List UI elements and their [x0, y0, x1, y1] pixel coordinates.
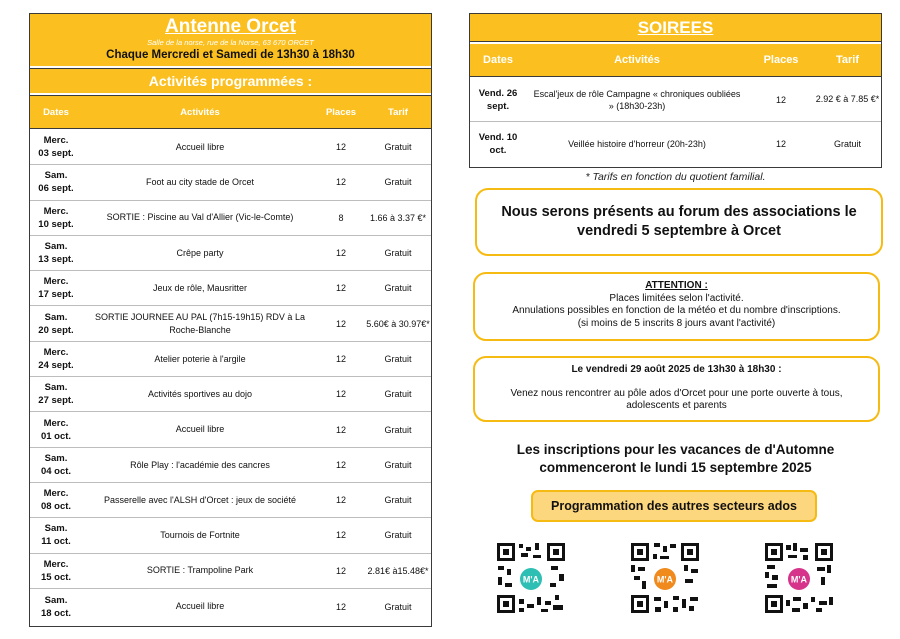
table-row [30, 165, 431, 200]
table-row [30, 483, 431, 518]
col-dates: Dates [483, 54, 513, 66]
row-day: Sam. [44, 382, 68, 394]
col-places: Places [763, 54, 799, 66]
table-row [30, 130, 431, 165]
row-day: Vend. 10 [478, 132, 518, 143]
table-row [30, 554, 431, 589]
row-date [30, 554, 82, 588]
col-dates: Dates [43, 107, 69, 118]
row-tarif: Gratuit [833, 138, 861, 149]
svg-text:M'A: M'A [656, 574, 674, 585]
col-tarif: Tarif [835, 54, 860, 66]
table-row [30, 236, 431, 271]
open-day-title: Le vendredi 29 août 2025 de 13h30 à 18h30 : [571, 364, 782, 375]
row-tarif: Gratuit [384, 283, 412, 294]
row-places: 12 [775, 94, 786, 105]
qr-code-icon [495, 541, 567, 615]
row-date-text: 10 sept. [38, 218, 74, 230]
row-tarif: Gratuit [384, 424, 412, 435]
table-row [470, 78, 881, 122]
row-date-text: 15 oct. [40, 571, 72, 583]
soirees-title: SOIREES [470, 14, 881, 42]
row-date [470, 78, 526, 121]
col-places: Places [325, 107, 357, 118]
row-date [30, 306, 82, 340]
qr-code-icon [629, 541, 701, 615]
row-date-text: 01 oct. [40, 430, 72, 442]
row-tarif: 2.81€ à15.48€* [367, 565, 429, 576]
row-date-text: 18 oct. [40, 607, 72, 619]
antenne-header [30, 14, 431, 66]
table-row [30, 518, 431, 553]
row-date-text: 04 oct. [40, 465, 72, 477]
table-row [30, 201, 431, 236]
activities-column-header [30, 95, 431, 129]
row-date [30, 589, 82, 624]
row-date-text: sept. [486, 100, 510, 112]
row-places: 12 [335, 353, 346, 364]
row-activity: Activités sportives au dojo [147, 388, 253, 399]
svg-text:M'A: M'A [790, 574, 808, 585]
row-places: 12 [335, 530, 346, 541]
table-row [30, 448, 431, 483]
table-row [30, 412, 431, 447]
attention-line: Places limitées selon l'activité. [609, 292, 744, 304]
row-places: 12 [335, 318, 346, 329]
row-tarif: 1.66 à 3.37 €* [369, 212, 427, 223]
row-places: 12 [335, 495, 346, 506]
attention-line: (si moins de 5 inscrits 8 jours avant l'activité) [577, 317, 776, 329]
row-activity: Passerelle avec l'ALSH d'Orcet : jeux de société [103, 494, 297, 505]
tarif-note: * Tarifs en fonction du quotient familial. [585, 171, 766, 183]
row-tarif: Gratuit [384, 495, 412, 506]
antenne-schedule: Chaque Mercredi et Samedi de 13h30 à 18h30 [106, 49, 355, 61]
row-date-text: 13 sept. [38, 254, 74, 266]
row-date [30, 448, 82, 482]
row-day: Merc. [43, 488, 69, 500]
antenne-address: Salle de la norse, rue de la Norse, 63 670 ORCET [147, 38, 314, 47]
qr-code-icon [763, 541, 835, 615]
row-date [30, 165, 82, 199]
col-activites: Activités [614, 54, 660, 66]
row-tarif: Gratuit [384, 389, 412, 400]
row-day: Merc. [43, 417, 69, 429]
row-activity: Crêpe party [176, 247, 224, 258]
table-row [30, 306, 431, 341]
row-day: Sam. [44, 241, 68, 253]
qr-code[interactable] [763, 541, 835, 615]
row-tarif: Gratuit [384, 142, 412, 153]
attention-callout [473, 272, 880, 341]
row-places: 12 [335, 177, 346, 188]
attention-line: Annulations possibles en fonction de la météo et du nombre d'inscriptions. [512, 305, 841, 316]
row-places: 12 [775, 139, 786, 149]
col-tarif: Tarif [388, 107, 408, 118]
row-tarif: Gratuit [384, 530, 412, 541]
soirees-panel [469, 13, 882, 168]
svg-text:M'A: M'A [522, 574, 540, 585]
forum-text: Nous serons présents au forum des associations le vendredi 5 septembre à Orcet [501, 204, 857, 239]
soirees-column-header [470, 44, 881, 77]
open-day-callout [473, 356, 880, 422]
row-date-text: 24 sept. [38, 359, 74, 371]
row-day: Merc. [43, 205, 69, 217]
row-day: Vend. 26 [478, 87, 518, 99]
row-activity: SORTIE : Trampoline Park [146, 565, 254, 576]
row-day: Merc. [43, 135, 69, 147]
row-day: Sam. [44, 311, 68, 323]
row-day: Sam. [44, 523, 68, 535]
row-date [30, 518, 82, 552]
row-day: Merc. [43, 558, 69, 570]
row-places: 12 [335, 283, 346, 294]
table-row [30, 342, 431, 377]
row-places: 12 [335, 565, 346, 576]
row-places: 12 [335, 389, 346, 400]
col-activites: Activités [180, 107, 220, 118]
activities-subtitle: Activités programmées : [30, 68, 431, 93]
antenne-panel [29, 13, 432, 627]
row-tarif: Gratuit [384, 353, 412, 364]
row-date [30, 412, 82, 446]
row-date-text: 20 sept. [38, 324, 74, 336]
row-date-text: 17 sept. [38, 289, 74, 301]
attention-title: ATTENTION : [645, 280, 708, 291]
row-activity: Accueil libre [175, 601, 225, 612]
row-date [30, 342, 82, 376]
row-date-text: 06 sept. [38, 183, 74, 195]
row-date-text: 11 oct. [41, 536, 71, 548]
row-date [470, 122, 526, 166]
row-activity: SORTIE : Piscine au Val d'Allier (Vic-le-Comte) [106, 212, 294, 223]
row-date [30, 483, 82, 517]
open-day-text: Venez nous rencontrer au pôle ados d'Orcet pour une porte ouverte à tous, adolescents et parents [510, 387, 843, 411]
qr-code[interactable] [495, 541, 567, 615]
row-tarif: Gratuit [384, 601, 412, 612]
row-date [30, 236, 82, 270]
row-tarif: Gratuit [384, 459, 412, 470]
row-activity: Accueil libre [175, 141, 225, 152]
row-activity: Veillée histoire d'horreur (20h-23h) [568, 139, 706, 149]
row-activity: Atelier poterie à l'argile [154, 353, 246, 364]
row-tarif: Gratuit [384, 177, 412, 188]
programmation-button[interactable]: Programmation des autres secteurs ados [531, 490, 817, 522]
table-row [30, 377, 431, 412]
row-activity: Escal'jeux de rôle Campagne « chroniques oubliées » (18h30-23h) [533, 88, 741, 111]
row-date-text: 27 sept. [38, 395, 74, 407]
row-date-text: oct. [489, 145, 507, 156]
qr-code[interactable] [629, 541, 701, 615]
row-places: 12 [335, 601, 346, 612]
row-day: Merc. [43, 276, 69, 288]
activities-table [30, 130, 431, 624]
row-activity: Foot au city stade de Orcet [145, 177, 255, 188]
row-date [30, 201, 82, 235]
row-places: 12 [335, 424, 346, 435]
row-day: Sam. [44, 594, 68, 606]
table-row [30, 271, 431, 306]
row-tarif: Gratuit [384, 248, 412, 259]
row-places: 12 [335, 142, 346, 153]
table-row [30, 589, 431, 624]
row-places: 12 [335, 459, 346, 470]
row-tarif: 2.92 € à 7.85 €* [815, 94, 880, 104]
row-date [30, 130, 82, 164]
row-date-text: 03 sept. [38, 148, 74, 160]
forum-callout [475, 188, 883, 256]
row-activity: Jeux de rôle, Mausritter [152, 283, 248, 294]
row-date [30, 377, 82, 411]
row-date-text: 08 oct. [40, 501, 72, 513]
row-day: Sam. [44, 170, 68, 182]
row-places: 12 [335, 248, 346, 259]
table-row [470, 122, 881, 166]
row-activity: SORTIE JOURNEE AU PAL (7h15-19h15) RDV à La Roche-Blanche [95, 312, 305, 335]
row-tarif: 5.60€ à 30.97€* [366, 318, 430, 329]
row-activity: Rôle Play : l'académie des cancres [130, 459, 270, 470]
soirees-table [470, 78, 881, 166]
row-places: 8 [338, 212, 344, 223]
inscriptions-announcement: Les inscriptions pour les vacances de d'Automne commenceront le lundi 15 septembre 2025 [516, 442, 835, 475]
row-day: Merc. [43, 346, 69, 358]
row-activity: Tournois de Fortnite [160, 530, 240, 541]
row-day: Sam. [44, 452, 68, 464]
row-date [30, 271, 82, 305]
row-activity: Accueil libre [175, 424, 225, 435]
antenne-title: Antenne Orcet [165, 16, 296, 37]
